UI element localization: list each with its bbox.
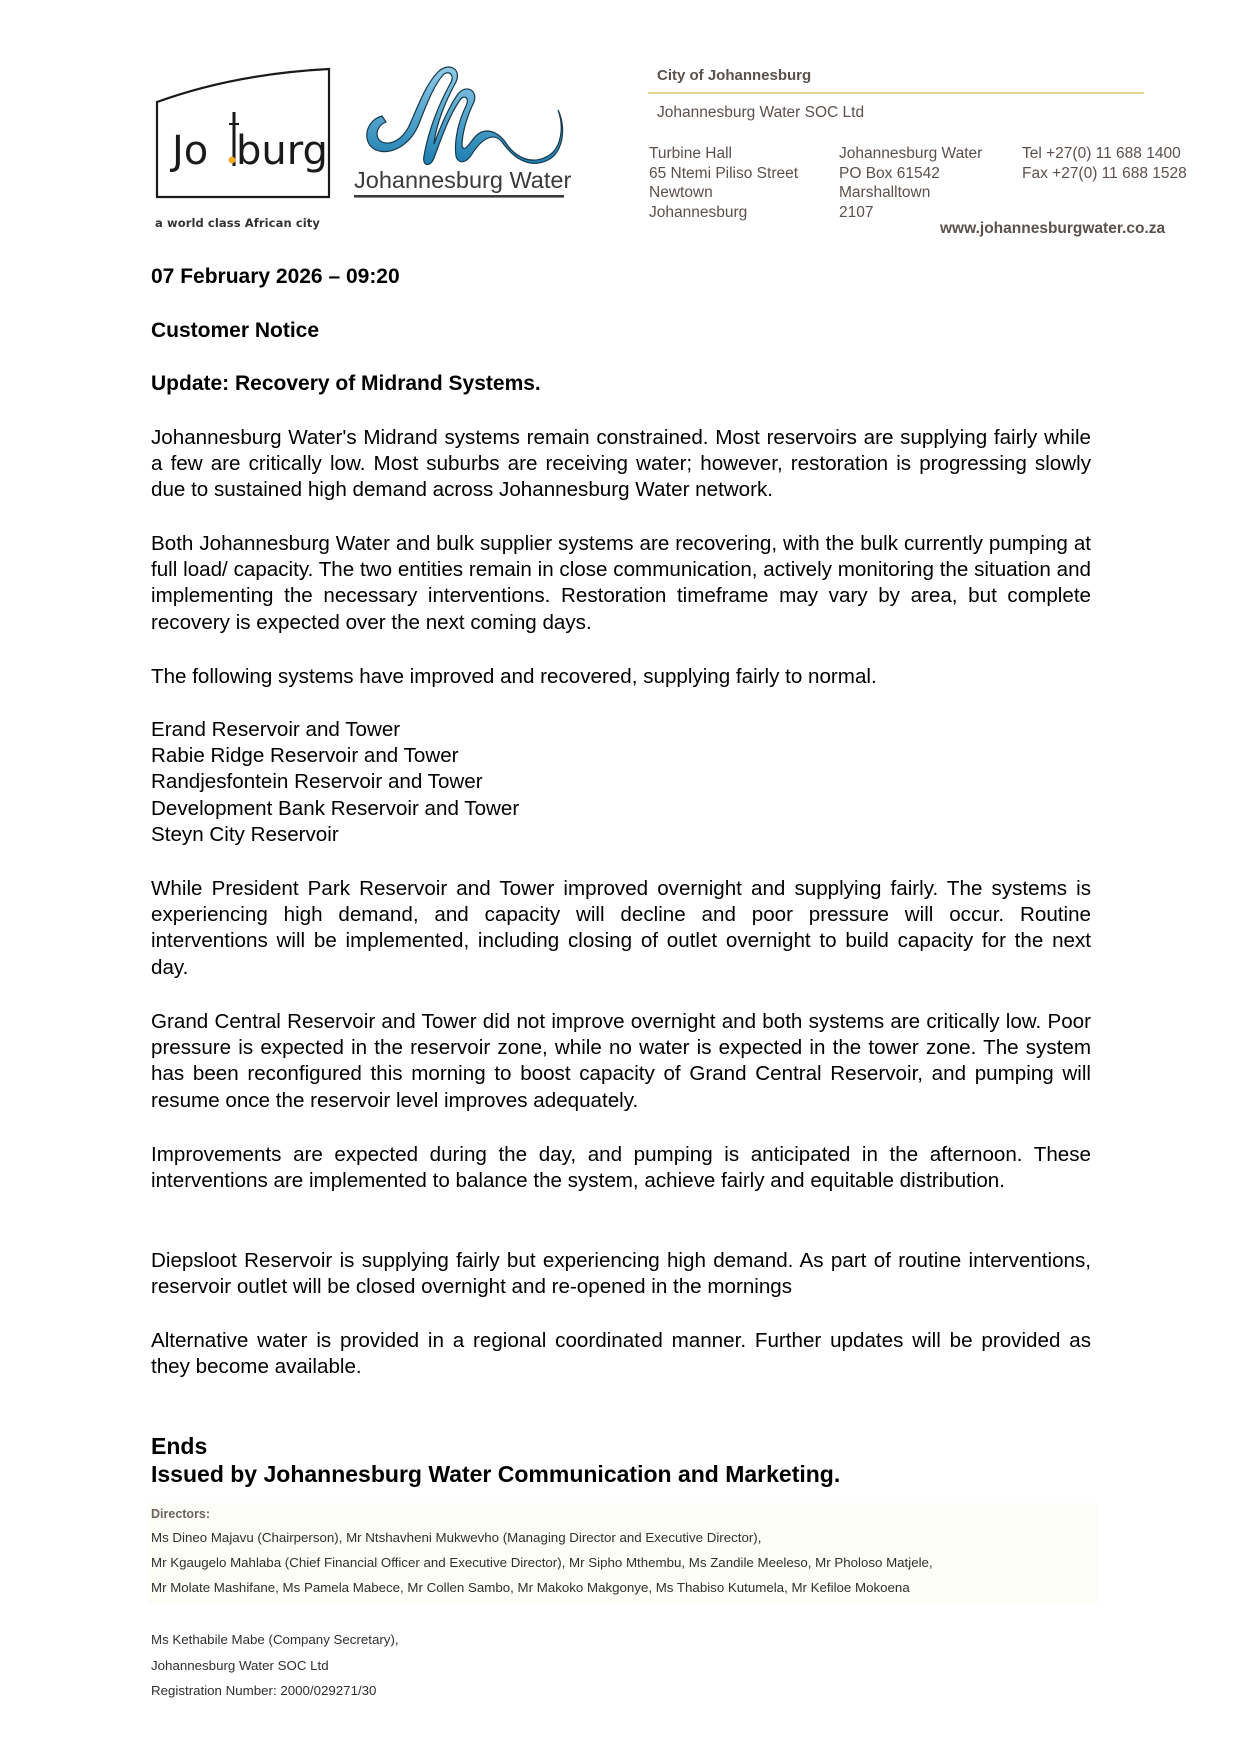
address-line: Johannesburg Water: [839, 145, 983, 162]
issued-by: Issued by Johannesburg Water Communication and Marketing.: [151, 1461, 841, 1487]
address-line: Turbine Hall: [649, 145, 732, 162]
list-item: Randjesfontein Reservoir and Tower: [151, 770, 483, 794]
recovered-systems-list: [151, 717, 519, 848]
list-item: Rabie Ridge Reservoir and Tower: [151, 744, 459, 768]
directors-label: Directors:: [151, 1507, 211, 1521]
notice-date-time: 07 February 2026 – 09:20: [151, 265, 400, 288]
johannesburg-water-logo: [352, 66, 574, 202]
paragraph-diepsloot: Diepsloot Reservoir is supplying fairly but experiencing high demand. As part of routine interventions, reservoir outlet will be closed overnight and re-opened in the mornings: [151, 1249, 1091, 1299]
address-line: PO Box 61542: [839, 164, 940, 182]
address-line: Marshalltown: [839, 184, 931, 201]
address-line: 65 Ntemi Piliso Street: [649, 164, 799, 182]
list-item: Development Bank Reservoir and Tower: [151, 796, 520, 820]
paragraph-status: Johannesburg Water's Midrand systems remain constrained. Most reservoirs are supplying fairly while a few are critically low. Most suburbs are receiving water; however, restoration is progressing slowly due to sustained high demand across Johannesburg Water network.: [151, 426, 1091, 502]
directors-line: Ms Dineo Majavu (Chairperson), Mr Ntshavheni Mukwevho (Managing Director and Executive Director),: [151, 1530, 762, 1545]
paragraph-alternative-water: Alternative water is provided in a regional coordinated manner. Further updates will be provided as they become available.: [151, 1329, 1091, 1379]
paragraph-recovered-intro: The following systems have improved and recovered, supplying fairly to normal.: [151, 665, 877, 688]
website-link[interactable]: www.johannesburgwater.co.za: [940, 220, 1166, 237]
footer-company-name: Johannesburg Water SOC Ltd: [151, 1658, 329, 1673]
directors-line: Mr Kgaugelo Mahlaba (Chief Financial Officer and Executive Director), Mr Sipho Mthembu, Ms Zandile Meeleso, Mr Pholoso Matjele,: [151, 1555, 933, 1570]
address-line: Newtown: [649, 184, 713, 201]
company-name: Johannesburg Water SOC Ltd: [657, 104, 865, 121]
joburg-accent-dot: [229, 157, 236, 164]
list-item: Erand Reservoir and Tower: [151, 718, 401, 741]
jw-wordmark: Johannesburg Water: [354, 167, 572, 193]
paragraph-grand-central: Grand Central Reservoir and Tower did not improve overnight and both systems are critically low. Poor pressure is expected in the reservoir zone, while no water is expected in the tower zone. The system has been reconfigured this morning to boost capacity of Grand Central Reservoir, and pumping will resume once the reservoir level improves adequately.: [151, 1010, 1091, 1112]
telephone: Tel +27(0) 11 688 1400: [1022, 145, 1181, 162]
header-rule: [648, 92, 1144, 94]
contact-numbers: [1022, 144, 1187, 183]
paragraph-improvements: Improvements are expected during the day, and pumping is anticipated in the afternoon. These interventions are implemented to balance the system, achieve fairly and equitable distribution.: [151, 1143, 1091, 1193]
ends-label: Ends: [151, 1433, 208, 1459]
address-line: Johannesburg: [649, 203, 748, 221]
postal-address: [839, 144, 982, 222]
notice-title: Update: Recovery of Midrand Systems.: [151, 372, 541, 395]
city-title: City of Johannesburg: [657, 67, 812, 84]
joburg-wordmark: Jo: [172, 128, 209, 174]
svg-text:burg: burg: [236, 128, 328, 174]
notice-type: Customer Notice: [151, 319, 320, 342]
registration-number: Registration Number: 2000/029271/30: [151, 1683, 377, 1698]
physical-address: [649, 144, 798, 222]
list-item: Steyn City Reservoir: [151, 822, 339, 846]
joburg-tagline: a world class African city: [155, 216, 320, 230]
paragraph-president-park: While President Park Reservoir and Tower improved overnight and supplying fairly. The systems is experiencing high demand, and capacity will decline and poor pressure will occur. Routine interventions will be implemented, including closing of outlet overnight to build capacity for the next day.: [151, 877, 1091, 979]
directors-line: Mr Molate Mashifane, Ms Pamela Mabece, Mr Collen Sambo, Mr Makoko Makgonye, Ms Thabiso Kutumela, Mr Kefiloe Mokoena: [151, 1580, 910, 1595]
company-secretary: Ms Kethabile Mabe (Company Secretary),: [151, 1632, 399, 1647]
joburg-logo: [154, 66, 332, 200]
paragraph-recovery: Both Johannesburg Water and bulk supplier systems are recovering, with the bulk currently pumping at full load/ capacity. The two entities remain in close communication, actively monitoring the situation and implementing the necessary interventions. Restoration timeframe may vary by area, but complete recovery is expected over the next coming days.: [151, 532, 1091, 634]
fax: Fax +27(0) 11 688 1528: [1022, 164, 1187, 182]
address-line: 2107: [839, 203, 874, 221]
